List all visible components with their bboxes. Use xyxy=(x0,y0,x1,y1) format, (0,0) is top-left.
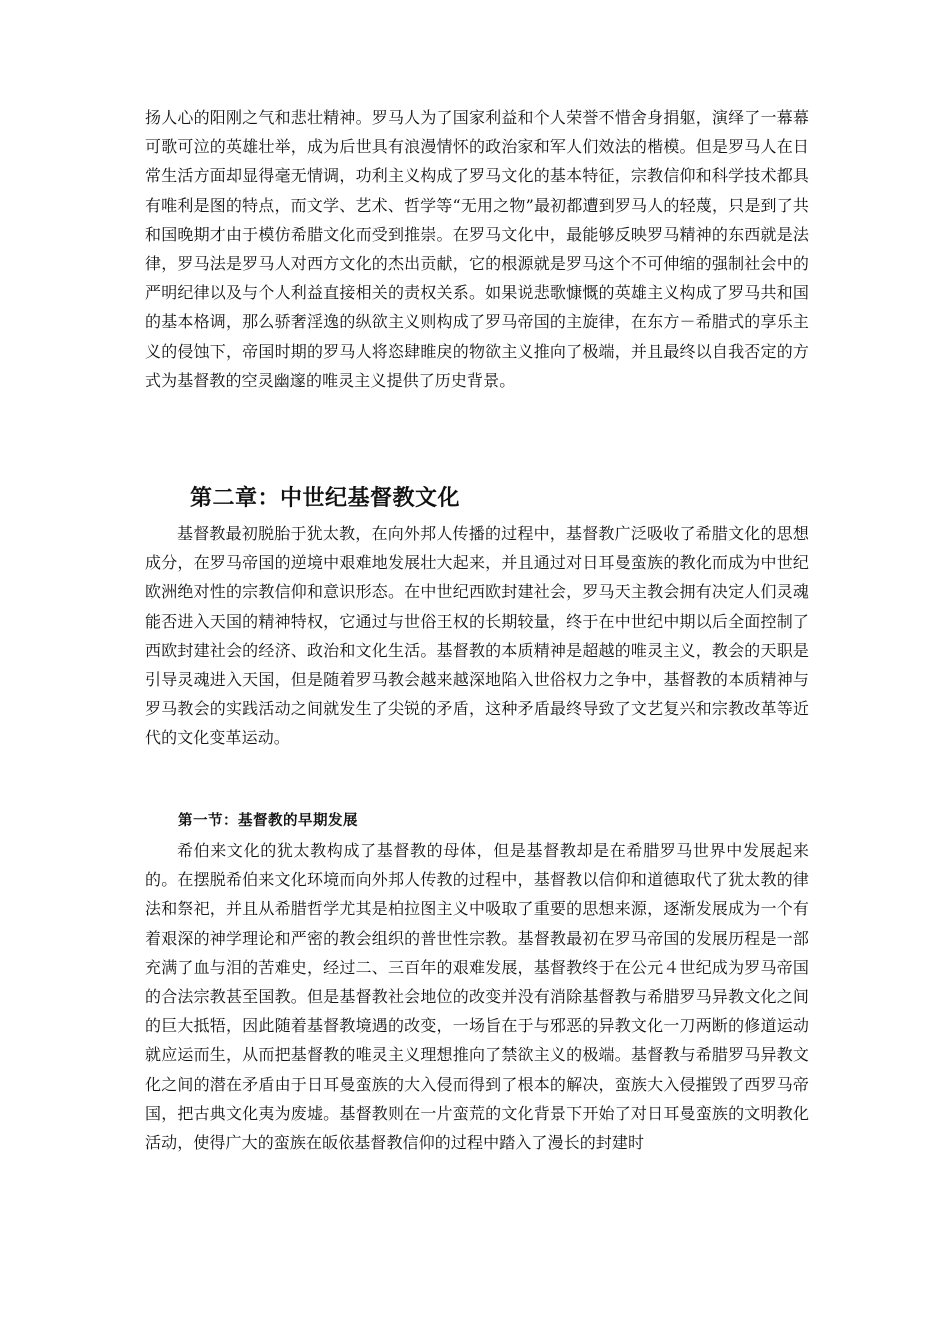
section-heading: 第一节：基督教的早期发展 xyxy=(178,813,358,829)
body-paragraph: 扬人心的阳刚之气和悲壮精神。罗马人为了国家利益和个人荣誉不惜舍身捐躯，演绎了一幕幕可歌可泣的英雄壮举，成为后世具有浪漫情怀的政治家和军人们效法的楷模。但是罗马人在日常生活方面却显得毫无情调，功利主义构成了罗马文化的基本特征，宗教信仰和科学技术都具有唯利是图的特点，而文学、艺术、哲学等“无用之物”最初都遭到罗马人的轻蔑，只是到了共和国晚期才由于模仿希腊文化而受到推崇。在罗马文化中，最能够反映罗马精神的东西就是法律，罗马法是罗马人对西方文化的杰出贡献，它的根源就是罗马这个不可伸缩的强制社会中的严明纪律以及与个人利益直接相关的责权关系。如果说悲歌慷慨的英雄主义构成了罗马共和国的基本格调，那么骄奢淫逸的纵欲主义则构成了罗马帝国的主旋律，在东方－希腊式的享乐主义的侵蚀下，帝国时期的罗马人将恣肆睢戾的物欲主义推向了极端，并且最终以自我否定的方式为基督教的空灵幽邃的唯灵主义提供了历史背景。 xyxy=(145,108,809,390)
chapter-heading: 第二章：中世纪基督教文化 xyxy=(190,486,461,511)
body-paragraph: 希伯来文化的犹太教构成了基督教的母体，但是基督教却是在希腊罗马世界中发展起来的。在摆脱希伯来文化环境而向外邦人传教的过程中，基督教以信仰和道德取代了犹太教的律法和祭祀，并且从希腊哲学尤其是柏拉图主义中吸取了重要的思想来源，逐渐发展成为一个有着艰深的神学理论和严密的教会组织的普世性宗教。基督教最初在罗马帝国的发展历程是一部充满了血与泪的苦难史，经过二、三百年的艰难发展，基督教终于在公元４世纪成为罗马帝国的合法宗教甚至国教。但是基督教社会地位的改变并没有消除基督教与希腊罗马异教文化之间的巨大抵牾，因此随着基督教境遇的改变，一场旨在于与邪恶的异教文化一刀两断的修道运动就应运而生，从而把基督教的唯灵主义理想推向了禁欲主义的极端。基督教与希腊罗马异教文化之间的潜在矛盾由于日耳曼蛮族的大入侵而得到了根本的解决，蛮族大入侵摧毁了西罗马帝国，把古典文化夷为废墟。基督教则在一片蛮荒的文化背景下开始了对日耳曼蛮族的文明教化活动，使得广大的蛮族在皈依基督教信仰的过程中踏入了漫长的封建时 xyxy=(145,841,809,1153)
body-paragraph: 基督教最初脱胎于犹太教，在向外邦人传播的过程中，基督教广泛吸收了希腊文化的思想成分，在罗马帝国的逆境中艰难地发展壮大起来，并且通过对日耳曼蛮族的教化而成为中世纪欧洲绝对性的宗教信仰和意识形态。在中世纪西欧封建社会，罗马天主教会拥有决定人们灵魂能否进入天国的精神特权，它通过与世俗王权的长期较量，终于在中世纪中期以后全面控制了西欧封建社会的经济、政治和文化生活。基督教的本质精神是超越的唯灵主义，教会的天职是引导灵魂进入天国，但是随着罗马教会越来越深地陷入世俗权力之争中，基督教的本质精神与罗马教会的实践活动之间就发生了尖锐的矛盾，这种矛盾最终导致了文艺复兴和宗教改革等近代的文化变革运动。 xyxy=(145,524,809,748)
